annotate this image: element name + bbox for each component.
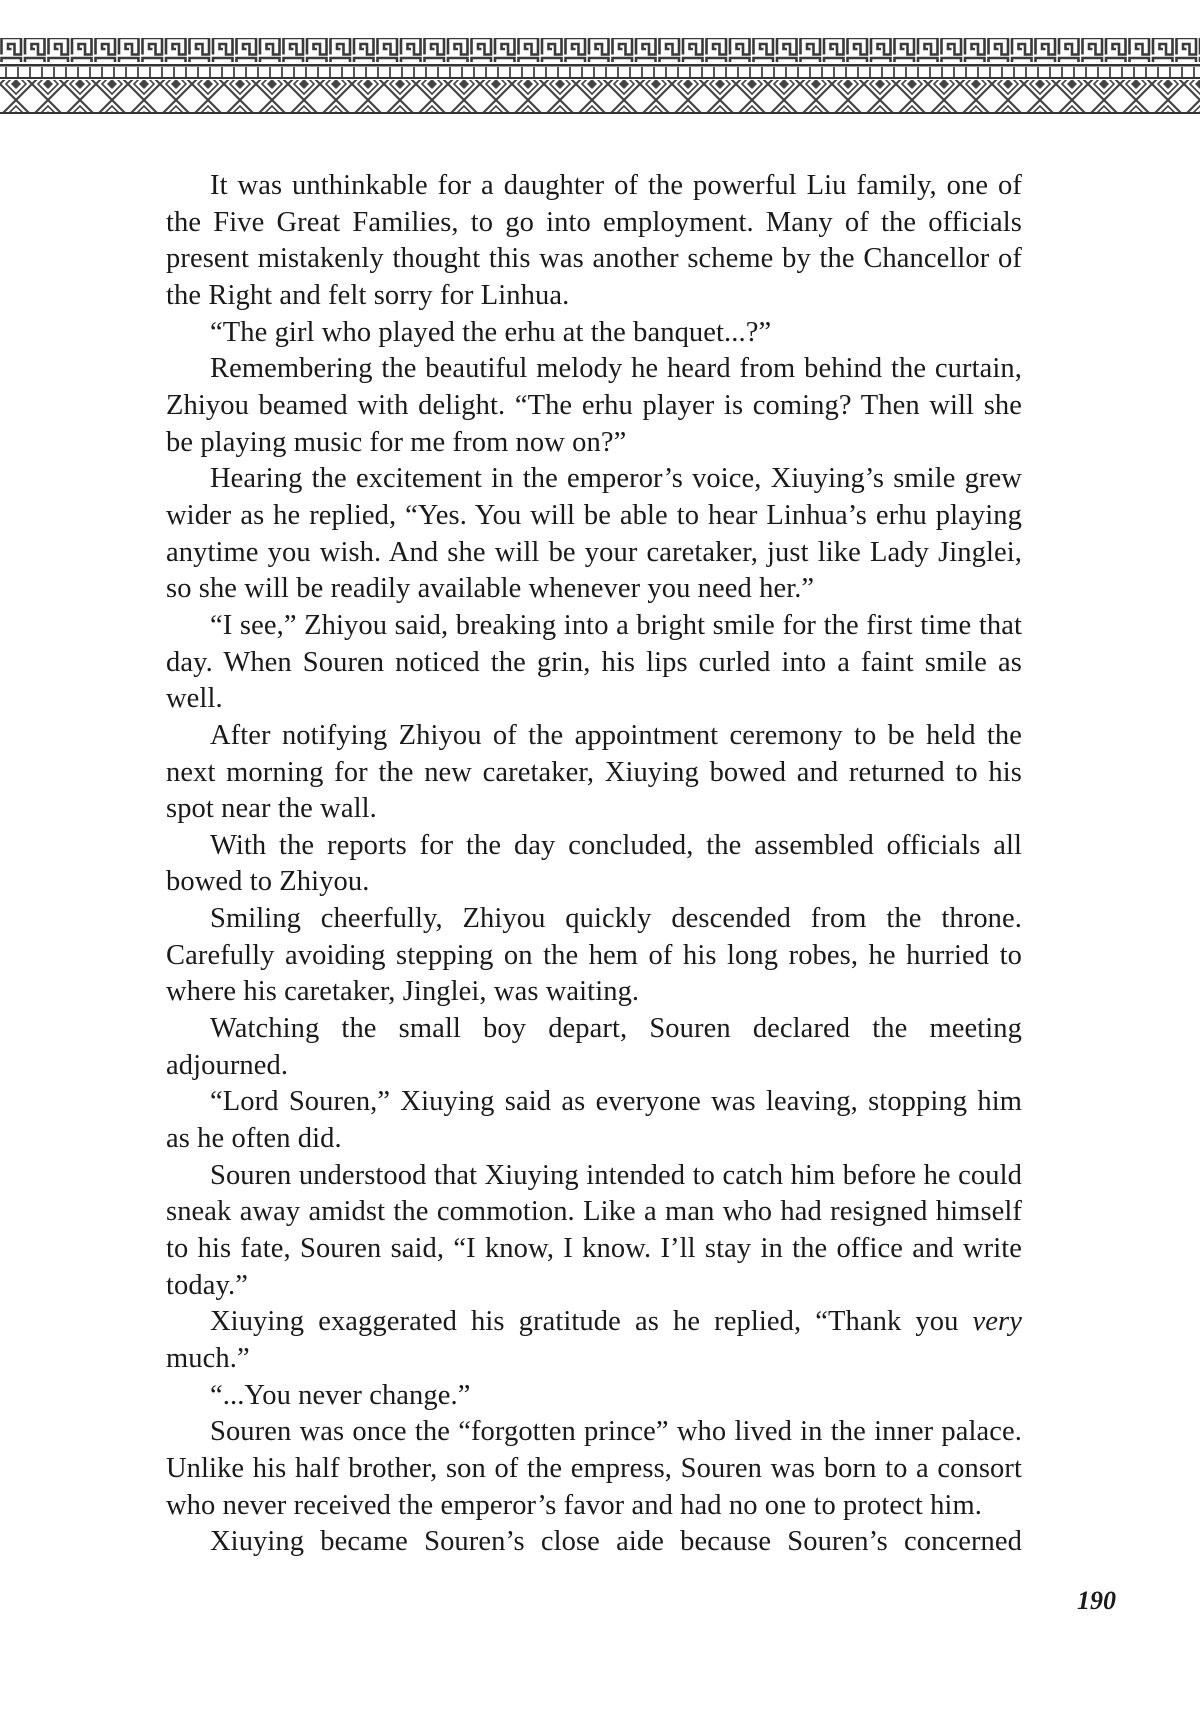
emphasis-text: very [972,1306,1022,1338]
paragraph: Remembering the beautiful melody he heard from behind the curtain, Zhiyou beamed with delight. “The erhu player is coming? Then will she be playing music for me from now on?” [166,353,1022,458]
greek-key-pattern [0,36,1200,120]
paragraph: Hearing the excitement in the emperor’s voice, Xiuying’s smile grew wider as he replied, “Yes. You will be able to hear Linhua’s erhu playing anytime you wish. And she will be your caretaker, just like Lady Jinglei, so she will be readily available whenever you need her.” [166,463,1022,605]
paragraph: With the reports for the day concluded, the assembled officials all bowed to Zhiyou. [166,829,1022,898]
body-text [166,168,1022,1561]
paragraph: Souren understood that Xiuying intended to catch him before he could sneak away amidst the commotion. Like a man who had resigned himself to his fate, Souren said, “I know, I know. I’ll stay in the office and write today.” [166,1159,1022,1301]
paragraph: Souren was once the “forgotten prince” who lived in the inner palace. Unlike his half brother, son of the empress, Souren was born to a consort who never received the emperor’s favor and had no one to protect him. [166,1416,1022,1521]
paragraph: Xiuying became Souren’s close aide because Souren’s concerned [210,1526,1022,1558]
paragraph: “Lord Souren,” Xiuying said as everyone was leaving, stopping him as he often did. [166,1086,1022,1155]
paragraph: After notifying Zhiyou of the appointment ceremony to be held the next morning for the new caretaker, Xiuying bowed and returned to his spot near the wall. [166,719,1022,825]
paragraph-text: Xiuying exaggerated his gratitude as he replied, “Thank you [210,1306,973,1338]
paragraph: Watching the small boy depart, Souren declared the meeting adjourned. [166,1013,1022,1081]
paragraph: “I see,” Zhiyou said, breaking into a bright smile for the first time that day. When Souren noticed the grin, his lips curled into a faint smile as well. [166,609,1022,715]
paragraph-text: much.” [166,1343,250,1374]
decorative-header-border [0,36,1200,120]
paragraph: “The girl who played the erhu at the banquet...?” [210,316,772,348]
paragraph: It was unthinkable for a daughter of the powerful Liu family, one of the Five Great Families, to go into employment. Many of the officials present mistakenly thought this was another scheme by the Chancellor of the Right and felt sorry for Linhua. [166,170,1022,311]
paragraph: “...You never change.” [210,1379,471,1411]
page-number: 190 [1077,1586,1116,1615]
paragraph: Smiling cheerfully, Zhiyou quickly descended from the throne. Carefully avoiding stepping on the hem of his long robes, he hurried to where his caretaker, Jinglei, was waiting. [166,903,1022,1008]
paragraph [166,1304,1022,1377]
